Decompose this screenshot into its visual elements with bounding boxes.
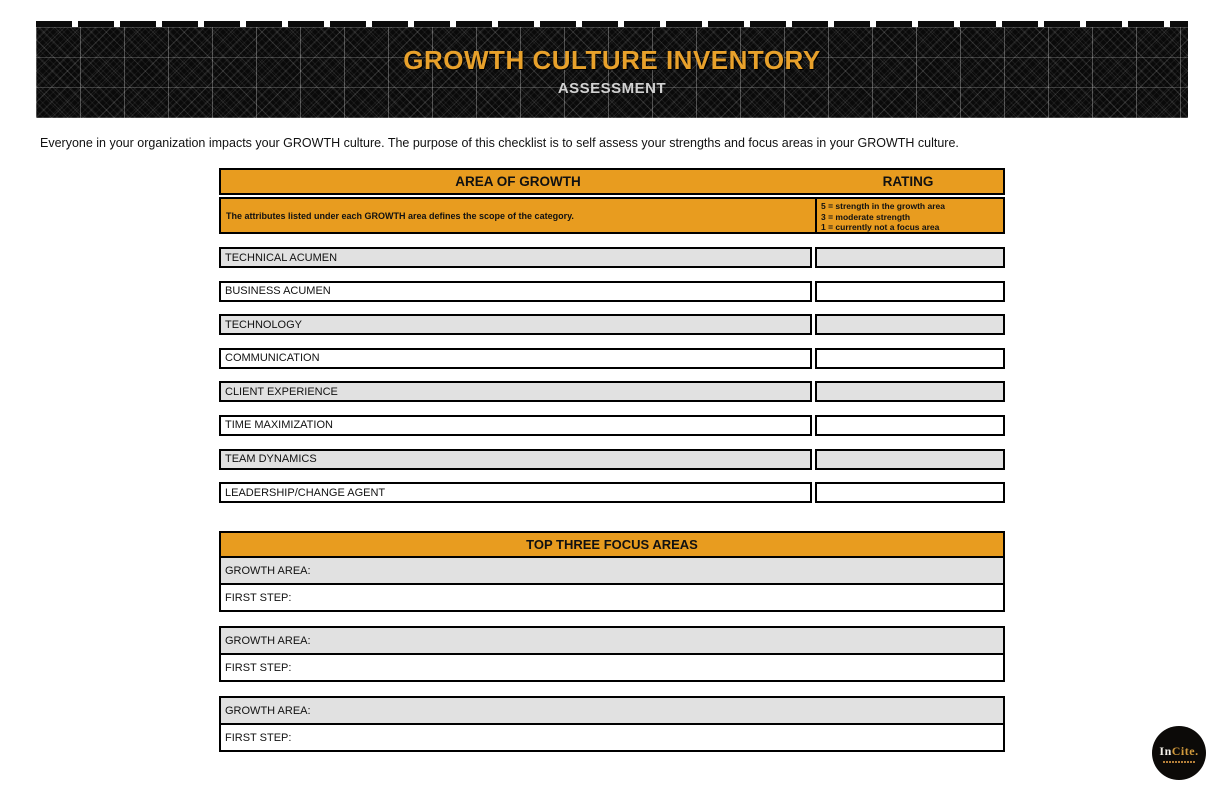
growth-area-field-3[interactable] xyxy=(219,696,1005,725)
rating-legend-line-1: 1 = currently not a focus area xyxy=(821,222,940,232)
header-banner xyxy=(36,27,1188,118)
rating-input-technology[interactable] xyxy=(815,314,1005,335)
growth-area-label: GROWTH AREA: xyxy=(225,564,311,577)
rating-input-leadership-change-agent[interactable] xyxy=(815,482,1005,503)
rating-input-communication[interactable] xyxy=(815,348,1005,369)
top-three-focus-areas-section xyxy=(219,531,1005,752)
table-row xyxy=(219,247,1005,268)
rating-legend-line-5: 5 = strength in the growth area xyxy=(821,201,945,211)
rating-legend-line-3: 3 = moderate strength xyxy=(821,211,911,222)
growth-area-label: GROWTH AREA: xyxy=(225,704,311,717)
rating-input-time-maximization[interactable] xyxy=(815,415,1005,436)
table-row xyxy=(219,381,1005,402)
growth-area-field-1[interactable] xyxy=(219,556,1005,585)
row-label-technology: TECHNOLOGY xyxy=(219,314,812,335)
attributes-description: The attributes listed under each GROWTH area defines the scope of the category. xyxy=(226,210,574,221)
rating-legend xyxy=(815,199,1001,232)
row-label-client-experience: CLIENT EXPERIENCE xyxy=(219,381,812,402)
first-step-label: FIRST STEP: xyxy=(225,591,292,604)
growth-area-field-2[interactable] xyxy=(219,626,1005,655)
assessment-table-header xyxy=(219,168,1005,234)
rating-input-team-dynamics[interactable] xyxy=(815,449,1005,470)
intro-text: Everyone in your organization impacts your GROWTH culture. The purpose of this checklist is to self assess your strengths and focus areas in your GROWTH culture. xyxy=(40,136,959,150)
rating-input-technical-acumen[interactable] xyxy=(815,247,1005,268)
row-label-technical-acumen: TECHNICAL ACUMEN xyxy=(219,247,812,268)
rating-input-business-acumen[interactable] xyxy=(815,281,1005,302)
table-row xyxy=(219,449,1005,470)
first-step-field-3[interactable] xyxy=(219,723,1005,752)
logo-text-cite: Cite. xyxy=(1171,743,1199,758)
row-label-business-acumen: BUSINESS ACUMEN xyxy=(219,281,812,302)
page-title: GROWTH CULTURE INVENTORY xyxy=(403,45,821,75)
table-subheader-row xyxy=(219,197,1005,234)
row-label-team-dynamics: TEAM DYNAMICS xyxy=(219,449,812,470)
focus-entry-3 xyxy=(219,696,1005,752)
page-subtitle: ASSESSMENT xyxy=(557,80,667,97)
column-header-rating: RATING xyxy=(882,174,934,189)
first-step-label: FIRST STEP: xyxy=(225,661,292,674)
focus-section-title: TOP THREE FOCUS AREAS xyxy=(219,531,1005,558)
focus-entry-1 xyxy=(219,556,1005,612)
rating-input-client-experience[interactable] xyxy=(815,381,1005,402)
growth-area-label: GROWTH AREA: xyxy=(225,634,311,647)
first-step-field-1[interactable] xyxy=(219,583,1005,612)
focus-entry-2 xyxy=(219,626,1005,682)
row-label-time-maximization: TIME MAXIMIZATION xyxy=(219,415,812,436)
first-step-field-2[interactable] xyxy=(219,653,1005,682)
row-label-leadership-change-agent: LEADERSHIP/CHANGE AGENT xyxy=(219,482,812,503)
column-header-area-of-growth: AREA OF GROWTH xyxy=(455,174,581,189)
table-row xyxy=(219,314,1005,335)
table-row xyxy=(219,281,1005,302)
table-row xyxy=(219,415,1005,436)
incite-logo-text xyxy=(1159,744,1198,759)
row-label-communication: COMMUNICATION xyxy=(219,348,812,369)
table-row xyxy=(219,348,1005,369)
logo-text-in: In xyxy=(1159,743,1172,758)
logo-tagline xyxy=(1163,761,1195,763)
assessment-rows xyxy=(219,247,1005,516)
table-header-row xyxy=(219,168,1005,195)
first-step-label: FIRST STEP: xyxy=(225,731,292,744)
incite-logo xyxy=(1152,726,1206,780)
table-row xyxy=(219,482,1005,503)
